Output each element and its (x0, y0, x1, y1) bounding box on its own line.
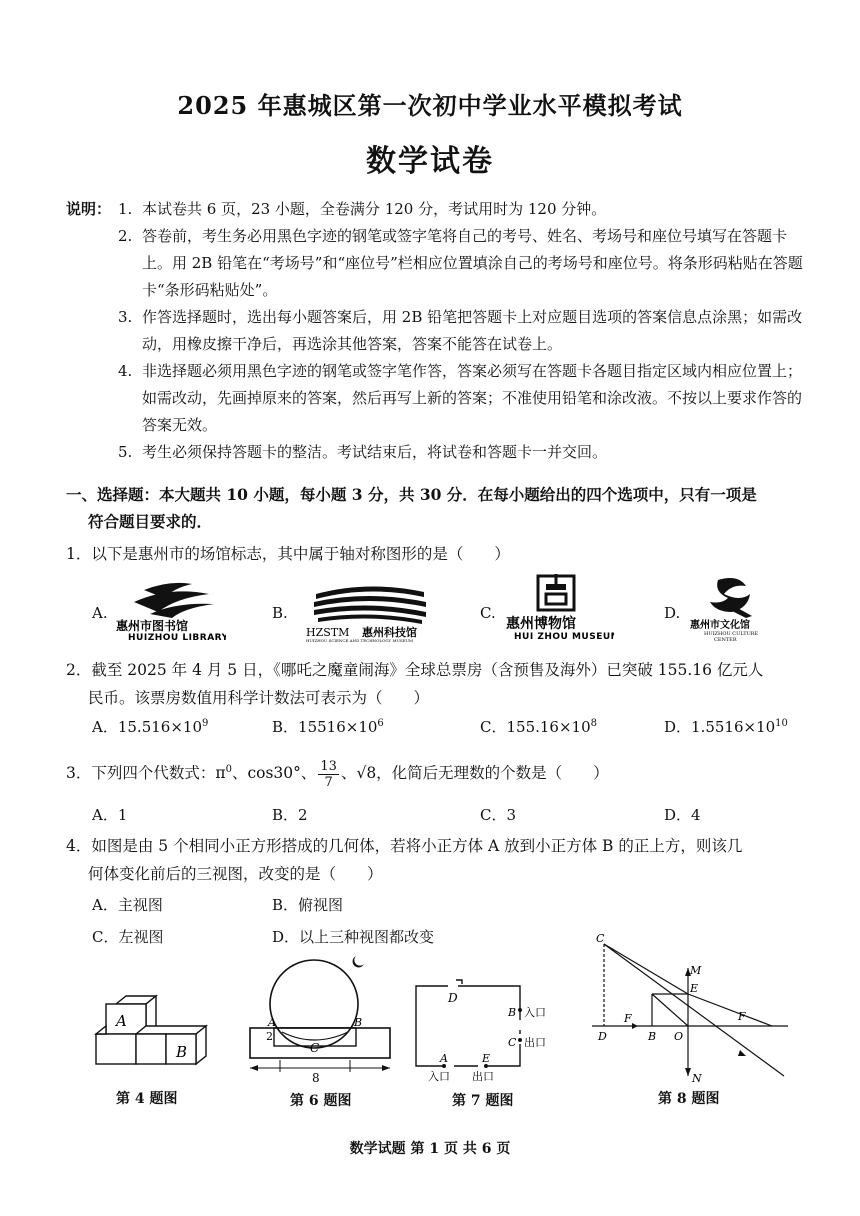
logo-sublabel: HUIZHOU SCIENCE AND TECHNOLOGY MUSEUM (306, 638, 414, 642)
figure-caption: 第 7 题图 (452, 1093, 514, 1109)
option-d: D．$1.5516\times 10^{10}$ (664, 718, 788, 736)
option-c: C．左视图 (92, 928, 164, 946)
cube-stack-diagram (86, 992, 216, 1082)
exam-subtitle: 数学试卷 (366, 144, 494, 179)
option-c: C．3 (480, 806, 517, 824)
option-c-letter: C. (480, 604, 496, 622)
option-d: D．4 (664, 806, 701, 824)
question-3-options (92, 804, 812, 828)
option-b-logo (298, 572, 438, 646)
label-exit: 出口 (472, 1070, 494, 1083)
figure-caption: 第 6 题图 (290, 1093, 352, 1109)
option-d-letter: D. (664, 604, 681, 622)
label-n: N (692, 1072, 702, 1084)
option-d: D．以上三种视图都改变 (272, 928, 435, 946)
label-c: C (310, 1041, 320, 1055)
label-e: E (482, 1052, 491, 1065)
question-2-options (92, 716, 812, 740)
logo-label: 惠州博物馆 (506, 616, 576, 632)
logo-sublabel: HUIZHOU CULTURE (704, 631, 759, 637)
culture-center-logo-icon (688, 572, 788, 642)
logo-label: 惠州科技馆 (362, 626, 417, 639)
label-o: O (674, 1030, 684, 1043)
option-b: B．俯视图 (272, 896, 344, 914)
instruction-item: 说明： 1. 本试卷共 6 页，23 小题，全卷满分 120 分，考试用时为 120 分钟。 (66, 196, 806, 223)
label-f: F (738, 1010, 746, 1023)
option-b: B．$15516\times 10^6$ (272, 718, 384, 736)
question-1-stem: 1．以下是惠州市的场馆标志，其中属于轴对称图形的是（ ） (66, 545, 510, 563)
label-d: D (598, 1030, 607, 1043)
exam-title: 2025 年惠城区第一次初中学业水平模拟考试 (177, 91, 683, 120)
question-3-stem: 3．下列四个代数式：$\pi^0$、cos30°、 $\frac{13}{7}$ 、√8，化简后无理数的个数是（ ） (66, 758, 609, 790)
logo-label: 惠州市文化馆 (690, 620, 750, 631)
label-exit: 出口 (524, 1036, 546, 1049)
museum-logo-icon (504, 572, 614, 642)
logo-sublabel: HUI ZHOU MUSEUM (514, 632, 614, 642)
label-c: C (596, 932, 605, 945)
fraction: $\frac{13}{7}$ (320, 758, 337, 790)
logo-sublabel: HUIZHOU LIBRARY (128, 633, 226, 642)
library-logo-icon (114, 572, 226, 642)
option-c-logo (504, 572, 614, 646)
label-width: 8 (312, 1071, 320, 1085)
instructions (66, 196, 806, 466)
figure-8 (588, 932, 808, 1112)
label-a: A (440, 1052, 448, 1065)
label-m: M (690, 964, 702, 977)
option-c: C．$155.16\times 10^8$ (480, 718, 597, 736)
circle-in-block-diagram (244, 948, 404, 1086)
label-c: C (508, 1036, 517, 1049)
label-b: B (354, 1016, 363, 1029)
label-b: B (648, 1030, 657, 1043)
label-a: A (268, 1016, 276, 1029)
option-b-letter: B. (272, 604, 288, 622)
label-height: 2 (266, 1030, 273, 1043)
question-4-stem: 4．如图是由 5 个相同小正方形搭成的几何体，若将小正方体 A 放到小正方体 B 的正上方，则该几 何体变化前后的三视图，改变的是（ ） (66, 837, 743, 883)
label-b: B (176, 1043, 188, 1061)
science-museum-logo-icon (298, 572, 438, 642)
logo-label: 惠州市图书馆 (116, 619, 189, 633)
instruction-item: 5. 考生必须保持答题卡的整洁。考试结束后，将试卷和答题卡一并交回。 (118, 443, 608, 461)
instruction-item: 2. 答卷前，考生务必用黑色字迹的钢笔或签字笔将自己的考号、姓名、考场号和座位号填写在答题卡上。用 2B 铅笔在“考场号”和“座位号”栏相应位置填涂自己的考场号和座位号。将条形码粘贴在答题卡“条形码粘贴处”。 (118, 227, 803, 299)
option-a-logo (114, 572, 226, 646)
label-entrance: 入口 (524, 1006, 546, 1019)
instruction-item: 3. 作答选择题时，选出每小题答案后，用 2B 铅笔把答题卡上对应题目选项的答案信息点涂黑；如需改动，用橡皮擦干净后，再选涂其他答案，答案不能答在试卷上。 (118, 308, 803, 353)
label-e: E (690, 982, 699, 995)
logo-sublabel: HZSTM (306, 626, 350, 639)
figure-7 (408, 968, 568, 1112)
option-b: B．2 (272, 806, 308, 824)
instruction-item: 4. 非选择题必须用黑色字迹的钢笔或签字笔作答，答案必须写在答题卡各题目指定区域内相应位置上；如需改动，先画掉原来的答案，然后再写上新的答案；不准使用铅笔和涂改液。不按以上要求作答的答案无效。 (118, 362, 803, 434)
label-a: A (116, 1012, 127, 1030)
option-a: A．$15.516\times 10^9$ (92, 718, 209, 736)
question-2-stem: 2．截至 2025 年 4 月 5 日，《哪吒之魔童闹海》全球总票房（含预售及海外）已突破 155.16 亿元人 民币。该票房数值用科学计数法可表示为（ ） (66, 661, 764, 707)
figure-caption: 第 4 题图 (116, 1091, 178, 1107)
option-a: A．主视图 (92, 896, 163, 914)
option-a-letter: A. (92, 604, 108, 622)
figure-6 (244, 948, 404, 1112)
option-a: A．1 (92, 806, 128, 824)
room-layout-diagram (408, 968, 568, 1086)
light-ray-diagram (588, 932, 808, 1084)
logo-sublabel: CENTER (714, 637, 737, 642)
instructions-lead: 说明： (66, 200, 112, 218)
question-1-options (92, 572, 812, 644)
question-4-options-row1 (92, 894, 812, 918)
section-heading: 一、选择题：本大题共 10 小题，每小题 3 分，共 30 分．在每小题给出的四个选项中，只有一项是 符合题目要求的． (66, 485, 757, 531)
option-d-logo (688, 572, 788, 646)
figure-caption: 第 8 题图 (658, 1091, 720, 1107)
label-b: B (508, 1006, 517, 1019)
label-entrance: 入口 (428, 1070, 450, 1083)
label-f: F (624, 1012, 632, 1025)
label-d: D (448, 991, 458, 1005)
figure-4 (86, 992, 216, 1112)
page-footer: 数学试题 第 1 页 共 6 页 (349, 1141, 511, 1157)
